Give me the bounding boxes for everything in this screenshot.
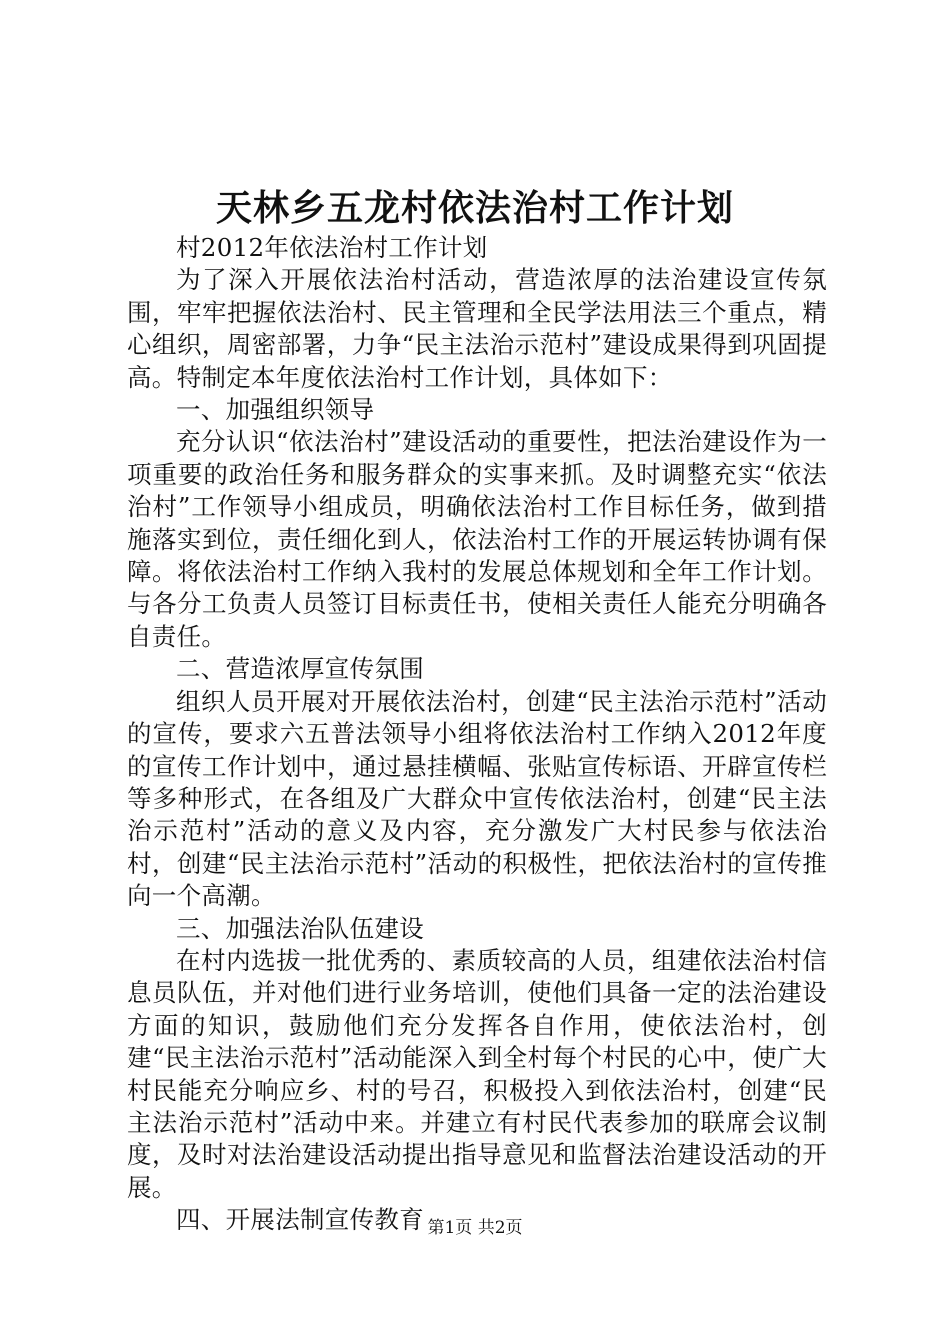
section-heading-4: 四、开展法制宣传教育 xyxy=(176,1205,424,1235)
section-heading-1: 一、加强组织领导 xyxy=(176,395,375,425)
page-number: 第1页 共2页 xyxy=(427,1218,523,1238)
section-heading-3: 三、加强法治队伍建设 xyxy=(176,913,424,943)
section-text-3: 在村内选拔一批优秀的、素质较高的人员，组建依法治村信息员队伍，并对他们进行业务培训，使他们具备一定的法治建设方面的知识，鼓励他们充分发挥各自作用，使依法治村，创建“民主法治示范村”活动能深入到全村每个村民的心中，使广大村民能充分响应乡、村的号召，积极投入到依法治村，创建“民主法治示范村”活动中来。并建立有村民代表参加的联席会议制度，及时对法治建设活动提出指导意见和监督法治建设活动的开展。 xyxy=(127,945,828,1202)
section-text-1: 充分认识“依法治村”建设活动的重要性，把法治建设作为一项重要的政治任务和服务群众的实事来抓。及时调整充实“依法治村”工作领导小组成员，明确依法治村工作目标任务，做到措施落实到位，责任细化到人，依法治村工作的开展运转协调有保障。将依法治村工作纳入我村的发展总体规划和全年工作计划。与各分工负责人员签订目标责任书，使相关责任人能充分明确各自责任。 xyxy=(127,427,828,651)
section-heading-2: 二、营造浓厚宣传氛围 xyxy=(176,654,424,684)
document-title: 天林乡五龙村依法治村工作计划 xyxy=(215,187,734,229)
document-body xyxy=(127,232,827,1237)
intro-paragraph: 为了深入开展依法治村活动，营造浓厚的法治建设宣传氛围，牢牢把握依法治村、民主管理和全民学法用法三个重点，精心组织，周密部署，力争“民主法治示范村”建设成果得到巩固提高。特制定本年度依法治村工作计划，具体如下： xyxy=(127,265,827,392)
section-text-2: 组织人员开展对开展依法治村，创建“民主法治示范村”活动的宣传，要求六五普法领导小组将依法治村工作纳入2012年度的宣传工作计划中，通过悬挂横幅、张贴宣传标语、开辟宣传栏等多种形式，在各组及广大群众中宣传依法治村，创建“民主法治示范村”活动的意义及内容，充分激发广大村民参与依法治村，创建“民主法治示范村”活动的积极性，把依法治村的宣传推向一个高潮。 xyxy=(127,686,827,911)
document-subtitle: 村2012年依法治村工作计划 xyxy=(176,233,488,262)
